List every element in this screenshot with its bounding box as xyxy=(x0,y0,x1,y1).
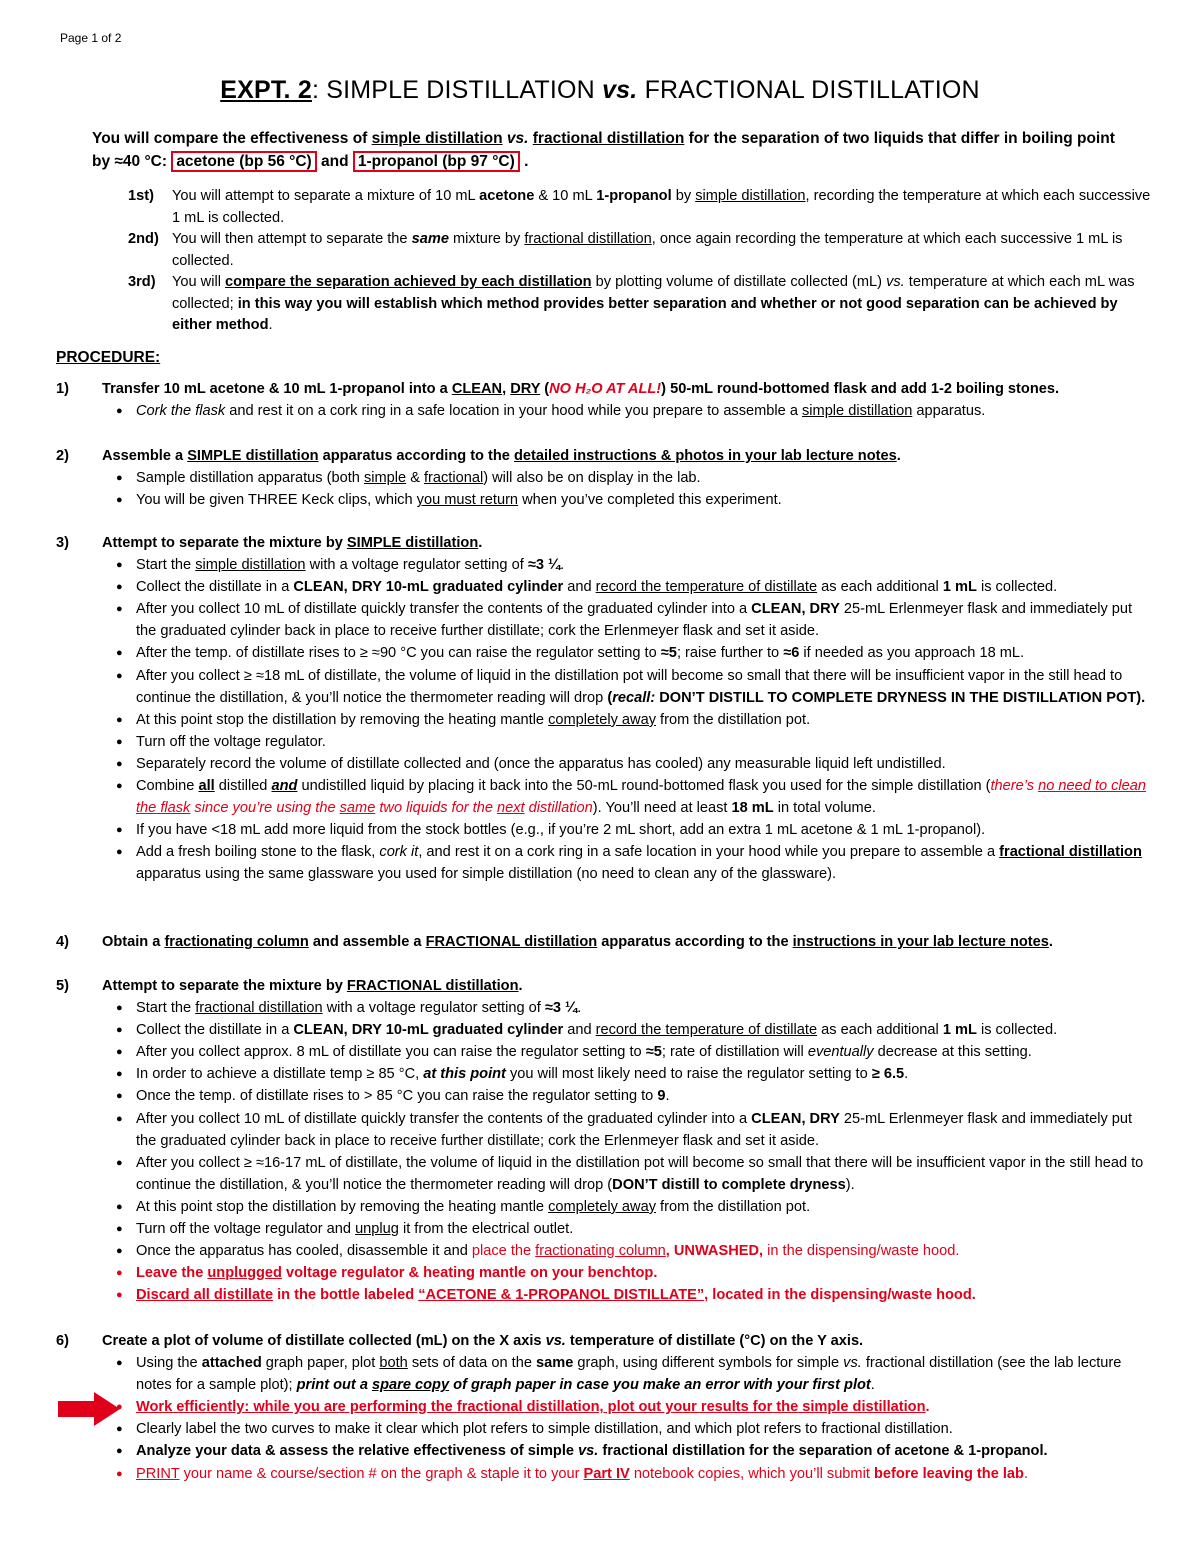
list-item: ● Start the fractional distillation with a voltage regulator setting of ≈3 ¼. xyxy=(116,997,1156,1019)
procedure-step-2: 2) Assemble a SIMPLE distillation apparatus according to the detailed instructions & photos in your lab lecture notes. ● Sample distillation apparatus (both simple & fractional) will also be on display in the lab. ● You will be given THREE Keck clips, which you must return when you’ve completed this experiment. xyxy=(56,445,1156,511)
procedure-step-6: 6) Create a plot of volume of distillate collected (mL) on the X axis vs. temperature of distillate (°C) on the Y axis. ● Using the attached graph paper, plot both sets of data on the same graph, using different symbols for simple vs. fractional distillation (see the lab lecture notes for a sample plot); print out a spare copy of graph paper in case you make an error with your first plot. ● Work efficiently: while you are performing the fractional distillation, plot out your results for the simple distillation. ● Clearly label the two curves to make it clear which plot refers to simple distillation, and which plot refers to fractional distillation. ● Analyze your data & assess the relative effectiveness of simple vs. fractional distillation for the separation of acetone & 1-propanol. ● PRINT your name & course/section # on the graph & staple it to your Part IV notebook copies, which you’ll submit before leaving the lab. xyxy=(56,1330,1156,1485)
list-item: ● Using the attached graph paper, plot both sets of data on the same graph, using different symbols for simple vs. fractional distillation (see the lab lecture notes for a sample plot); print out a spare copy of graph paper in case you make an error with your first plot. xyxy=(116,1352,1156,1396)
list-item: ● After you collect ≥ ≈18 mL of distillate, the volume of liquid in the distillation pot will become so small that there will be insufficient vapor in the still head to continue the distillation, & you’ll notice the thermometer reading will drop (recall: DON’T DISTILL TO COMPLETE DRYNESS IN THE DISTILLATION POT). xyxy=(116,665,1156,709)
list-item: ● Cork the flask and rest it on a cork ring in a safe location in your hood while you prepare to assemble a simple distillation apparatus. xyxy=(116,400,1156,422)
list-item: ● After you collect ≥ ≈16-17 mL of distillate, the volume of liquid in the distillation pot will become so small that there will be insufficient vapor in the still head to continue the distillation, & you’ll notice the thermometer reading will drop (DON’T distill to complete dryness). xyxy=(116,1152,1156,1196)
list-item: ● Combine all distilled and undistilled liquid by placing it back into the 50-mL round-bottomed flask you used for the simple distillation (there’s no need to clean the flask since you’re using the same two liquids for the next distillation). You’ll need at least 18 mL in total volume. xyxy=(116,775,1156,819)
page-title: EXPT. 2: SIMPLE DISTILLATION vs. FRACTIONAL DISTILLATION xyxy=(220,76,980,104)
list-item: ● In order to achieve a distillate temp ≥ 85 °C, at this point you will most likely need to raise the regulator setting to ≥ 6.5. xyxy=(116,1063,1156,1085)
list-item: ● Separately record the volume of distillate collected and (once the apparatus has cooled) any measurable liquid left undistilled. xyxy=(116,753,1156,775)
list-item: ● After you collect 10 mL of distillate quickly transfer the contents of the graduated cylinder into a CLEAN, DRY 25-mL Erlenmeyer flask and immediately put the graduated cylinder back in place to receive further distillate; cork the Erlenmeyer flask and set it aside. xyxy=(116,1108,1156,1152)
procedure-step-5: 5) Attempt to separate the mixture by FRACTIONAL distillation. ● Start the fractional distillation with a voltage regulator setting of ≈3 ¼. ● Collect the distillate in a CLEAN, DRY 10-mL graduated cylinder and record the temperature of distillate as each additional 1 mL is collected. ● After you collect approx. 8 mL of distillate you can raise the regulator setting to ≈5; rate of distillation will eventually decrease at this setting. ● In order to achieve a distillate temp ≥ 85 °C, at this point you will most likely need to raise the regulator setting to ≥ 6.5. ● Once the temp. of distillate rises to > 85 °C you can raise the regulator setting to 9. ● After you collect 10 mL of distillate quickly transfer the contents of the graduated cylinder into a CLEAN, DRY 25-mL Erlenmeyer flask and immediately put the graduated cylinder back in place to receive further distillate; cork the Erlenmeyer flask and set it aside. ● After you collect ≥ ≈16-17 mL of distillate, the volume of liquid in the distillation pot will become so small that there will be insufficient vapor in the still head to continue the distillation, & you’ll notice the thermometer reading will drop (DON’T distill to complete dryness). ● At this point stop the distillation by removing the heating mantle completely away from the distillation pot. ● Turn off the voltage regulator and unplug it from the electrical outlet. ● Once the apparatus has cooled, disassemble it and place the fractionating column, UNWASHED, in the dispensing/waste hood. ● Leave the unplugged voltage regulator & heating mantle on your benchtop. ● Discard all distillate in the bottle labeled “ACETONE & 1-PROPANOL DISTILLATE”, located in the dispensing/waste hood. xyxy=(56,975,1156,1306)
overview-steps xyxy=(92,186,1152,337)
page-number: Page 1 of 2 xyxy=(60,31,122,45)
list-item: ● If you have <18 mL add more liquid from the stock bottles (e.g., if you’re 2 mL short, add an extra 1 mL acetone & 1 mL 1-propanol). xyxy=(116,819,1156,841)
title-expt: EXPT. 2 xyxy=(220,76,312,104)
list-item: ● Collect the distillate in a CLEAN, DRY 10-mL graduated cylinder and record the temperature of distillate as each additional 1 mL is collected. xyxy=(116,1019,1156,1041)
procedure-step-3: 3) Attempt to separate the mixture by SIMPLE distillation. ● Start the simple distillation with a voltage regulator setting of ≈3 ¼. ● Collect the distillate in a CLEAN, DRY 10-mL graduated cylinder and record the temperature of distillate as each additional 1 mL is collected. ● After you collect 10 mL of distillate quickly transfer the contents of the graduated cylinder into a CLEAN, DRY 25-mL Erlenmeyer flask and immediately put the graduated cylinder back in place to receive further distillate; cork the Erlenmeyer flask and set it aside. ● After the temp. of distillate rises to ≥ ≈90 °C you can raise the regulator setting to ≈5; raise further to ≈6 if needed as you approach 18 mL. ● After you collect ≥ ≈18 mL of distillate, the volume of liquid in the distillation pot will become so small that there will be insufficient vapor in the still head to continue the distillation, & you’ll notice the thermometer reading will drop (recall: DON’T DISTILL TO COMPLETE DRYNESS IN THE DISTILLATION POT). ● At this point stop the distillation by removing the heating mantle completely away from the distillation pot. ● Turn off the voltage regulator. ● Separately record the volume of distillate collected and (once the apparatus has cooled) any measurable liquid left undistilled. ● Combine all distilled and undistilled liquid by placing it back into the 50-mL round-bottomed flask you used for the simple distillation (there’s no need to clean the flask since you’re using the same two liquids for the next distillation). You’ll need at least 18 mL in total volume. ● If you have <18 mL add more liquid from the stock bottles (e.g., if you’re 2 mL short, add an extra 1 mL acetone & 1 mL 1-propanol). ● Add a fresh boiling stone to the flask, cork it, and rest it on a cork ring in a safe location in your hood while you prepare to assemble a fractional distillation apparatus using the same glassware you used for simple distillation (no need to clean any of the glassware). xyxy=(56,532,1156,886)
list-item: ● Leave the unplugged voltage regulator & heating mantle on your benchtop. xyxy=(116,1262,1156,1284)
overview-step-2: 2nd) You will then attempt to separate the same mixture by fractional distillation, once again recording the temperature at which each successive 1 mL is collected. xyxy=(128,231,1123,269)
list-item: ● Clearly label the two curves to make it clear which plot refers to simple distillation, and which plot refers to fractional distillation. xyxy=(116,1418,1156,1440)
list-item: ● After the temp. of distillate rises to ≥ ≈90 °C you can raise the regulator setting to ≈5; raise further to ≈6 if needed as you approach 18 mL. xyxy=(116,642,1156,664)
list-item: ● Analyze your data & assess the relative effectiveness of simple vs. fractional distillation for the separation of acetone & 1-propanol. xyxy=(116,1440,1156,1462)
list-item: ● Work efficiently: while you are performing the fractional distillation, plot out your results for the simple distillation. xyxy=(116,1396,1156,1418)
list-item: ● Turn off the voltage regulator. xyxy=(116,731,1156,753)
right-arrow-icon xyxy=(58,1392,120,1426)
list-item: ● PRINT your name & course/section # on the graph & staple it to your Part IV notebook copies, which you’ll submit before leaving the lab. xyxy=(116,1463,1156,1485)
list-item: ● At this point stop the distillation by removing the heating mantle completely away from the distillation pot. xyxy=(116,709,1156,731)
list-item: ● Add a fresh boiling stone to the flask, cork it, and rest it on a cork ring in a safe location in your hood while you prepare to assemble a fractional distillation apparatus using the same glassware you used for simple distillation (no need to clean any of the glassware). xyxy=(116,841,1156,885)
list-item: ● After you collect 10 mL of distillate quickly transfer the contents of the graduated cylinder into a CLEAN, DRY 25-mL Erlenmeyer flask and immediately put the graduated cylinder back in place to receive further distillate; cork the Erlenmeyer flask and set it aside. xyxy=(116,598,1156,642)
propanol-box: 1-propanol (bp 97 °C) xyxy=(353,151,520,172)
list-item: ● You will be given THREE Keck clips, which you must return when you’ve completed this experiment. xyxy=(116,489,1156,511)
list-item: ● Turn off the voltage regulator and unplug it from the electrical outlet. xyxy=(116,1218,1156,1240)
list-item: ● Sample distillation apparatus (both simple & fractional) will also be on display in the lab. xyxy=(116,467,1156,489)
list-item: ● At this point stop the distillation by removing the heating mantle completely away from the distillation pot. xyxy=(116,1196,1156,1218)
list-item: ● Once the temp. of distillate rises to > 85 °C you can raise the regulator setting to 9. xyxy=(116,1085,1156,1107)
overview-step-3: 3rd) You will compare the separation achieved by each distillation by plotting volume of distillate collected (mL) vs. temperature at which each mL was collected; in this way you will establish which method provides better separation and whether or not good separation can be achieved by either method. xyxy=(128,274,1135,333)
list-item: ● Discard all distillate in the bottle labeled “ACETONE & 1-PROPANOL DISTILLATE”, located in the dispensing/waste hood. xyxy=(116,1284,1156,1306)
list-item: ● Collect the distillate in a CLEAN, DRY 10-mL graduated cylinder and record the temperature of distillate as each additional 1 mL is collected. xyxy=(116,576,1156,598)
acetone-box: acetone (bp 56 °C) xyxy=(171,151,316,172)
list-item: ● After you collect approx. 8 mL of distillate you can raise the regulator setting to ≈5; rate of distillation will eventually decrease at this setting. xyxy=(116,1041,1156,1063)
procedure-step-4: 4) Obtain a fractionating column and assemble a FRACTIONAL distillation apparatus according to the instructions in your lab lecture notes. xyxy=(56,934,1053,950)
procedure-step-1: 1) Transfer 10 mL acetone & 10 mL 1-propanol into a CLEAN, DRY (NO H₂O AT ALL!) 50-mL round-bottomed flask and add 1-2 boiling stones. ● Cork the flask and rest it on a cork ring in a safe location in your hood while you prepare to assemble a simple distillation apparatus. xyxy=(56,378,1156,422)
list-item: ● Once the apparatus has cooled, disassemble it and place the fractionating column, UNWASHED, in the dispensing/waste hood. xyxy=(116,1240,1156,1262)
list-item: ● Start the simple distillation with a voltage regulator setting of ≈3 ¼. xyxy=(116,554,1156,576)
intro-paragraph: You will compare the effectiveness of simple distillation vs. fractional distillation for the separation of two liquids that differ in boiling point by ≈40 °C: acetone (bp 56 °C) and 1-propanol (bp 97 °C) . xyxy=(92,130,1115,170)
overview-step-1: 1st) You will attempt to separate a mixture of 10 mL acetone & 10 mL 1-propanol by simple distillation, recording the temperature at which each successive 1 mL is collected. xyxy=(128,188,1151,226)
procedure-heading: PROCEDURE: xyxy=(56,349,161,366)
